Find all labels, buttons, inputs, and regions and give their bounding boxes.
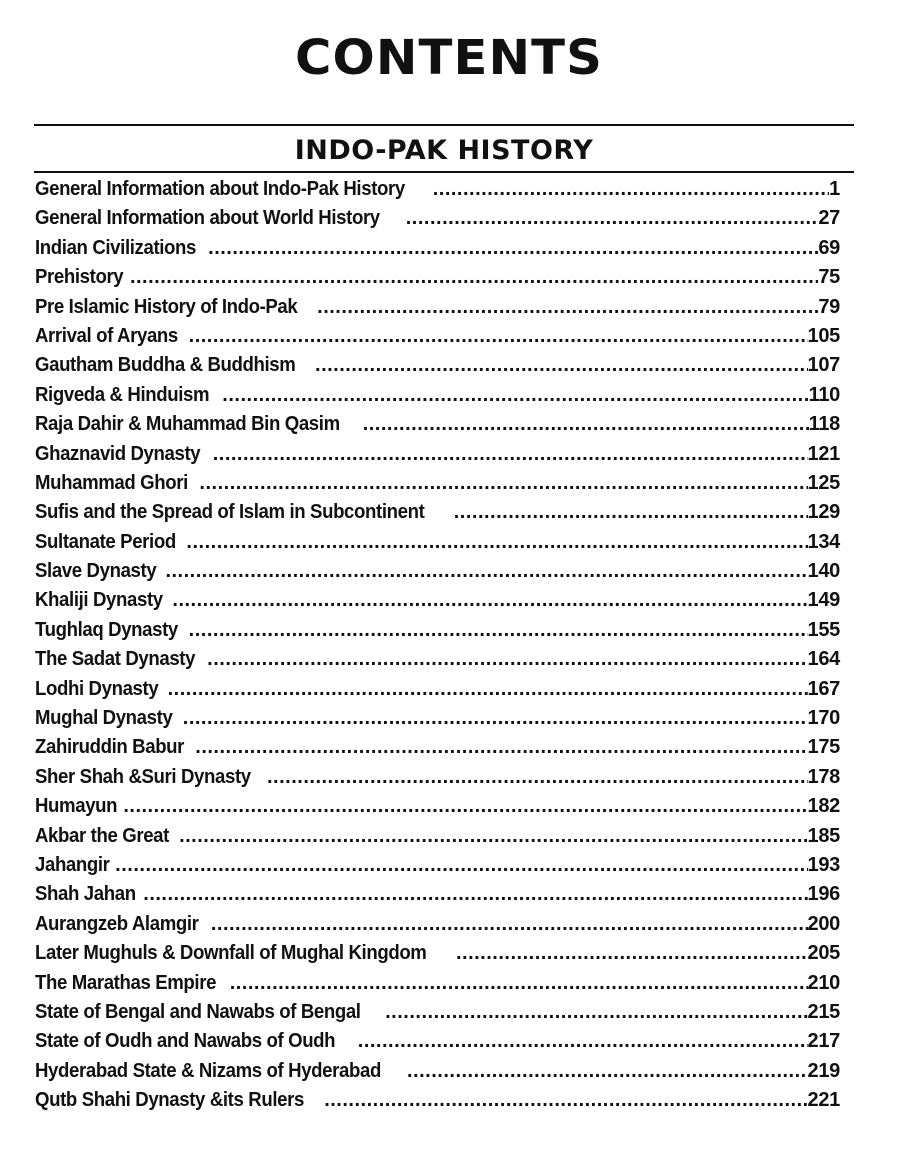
toc-entry [35,822,840,851]
toc-entry-title: Qutb Shahi Dynasty &its Rulers [35,1089,304,1112]
toc-entry-title: Mughal Dynasty [35,707,173,730]
toc-entry [35,440,840,469]
toc-entry-title: Lodhi Dynasty [35,677,159,700]
toc-entry-title: Later Mughuls & Downfall of Mughal Kingdom [35,942,427,965]
toc-entry-page: 118 [808,413,840,436]
toc-entry-title: General Information about Indo-Pak History [35,178,405,200]
toc-entry-page: 1 [829,178,840,200]
dot-leader [230,969,808,998]
toc-entry-page: 121 [807,442,840,465]
toc-entry-title: Zahiruddin Babur [35,736,185,759]
dot-leader [315,351,808,380]
toc-entry-title: Aurangzeb Alamgir [35,912,199,935]
toc-entry-page: 170 [807,707,840,730]
toc-entry-title: Tughlaq Dynasty [35,618,178,641]
toc-entry [35,351,840,380]
toc-entry-title: Rigveda & Hinduism [35,383,210,406]
dot-leader [195,733,807,762]
toc-entry [35,733,840,762]
dot-leader [208,234,818,263]
toc-entry-title: Sufis and the Spread of Islam in Subcontinent [35,501,425,524]
dot-leader [267,763,808,792]
toc-entry-title: Akbar the Great [35,824,169,847]
toc-entry [35,498,840,527]
toc-entry-page: 210 [807,971,840,994]
dot-leader [433,175,829,204]
dot-leader [199,469,807,498]
dot-leader [317,293,818,322]
toc-entry-page: 75 [818,266,840,289]
toc-entry-page: 79 [818,295,840,318]
toc-entry [35,469,840,498]
toc-entry-page: 215 [807,1000,840,1023]
toc-entry-title: Prehistory [35,266,124,289]
dot-leader [407,1057,808,1086]
toc-entry [35,792,840,821]
dot-leader [189,322,808,351]
dot-leader [385,998,807,1027]
page-title: CONTENTS [294,28,603,86]
toc-entry-title: General Information about World History [35,207,380,230]
dot-leader [172,586,807,615]
toc-entry-title: Raja Dahir & Muhammad Bin Qasim [35,413,340,436]
dot-leader [130,263,818,292]
toc-entry [35,175,840,204]
toc-entry [35,851,840,880]
toc-entry [35,293,840,322]
toc-entry-title: Hyderabad State & Nizams of Hyderabad [35,1059,381,1082]
toc-entry [35,645,840,674]
toc-entry-page: 182 [807,795,840,818]
toc-entry-title: The Marathas Empire [35,971,217,994]
toc-entry-page: 167 [807,677,840,700]
toc-entry-page: 125 [807,471,840,494]
toc-entry-page: 193 [807,853,840,876]
toc-entry [35,1027,840,1056]
dot-leader [123,792,807,821]
toc-entry-page: 107 [807,354,840,377]
dot-leader [363,410,809,439]
top-divider [34,124,854,126]
toc-entry-title: Shah Jahan [35,883,136,906]
toc-entry [35,1086,840,1115]
toc-entry-title: Khaliji Dynasty [35,589,163,612]
dot-leader [211,910,808,939]
dot-leader [324,1086,807,1115]
toc-entry-title: Sultanate Period [35,530,176,553]
toc-entry [35,322,840,351]
toc-entry-page: 200 [807,912,840,935]
dot-leader [222,381,808,410]
dot-leader [456,939,808,968]
toc-entry [35,234,840,263]
dot-leader [183,704,808,733]
toc-entry [35,586,840,615]
toc-entry-title: Ghaznavid Dynasty [35,442,201,465]
toc-entry-title: Jahangir [35,853,110,876]
dot-leader [207,645,807,674]
toc-entry-page: 185 [807,824,840,847]
toc-entry-page: 178 [807,765,840,788]
toc-entry [35,880,840,909]
dot-leader [179,822,807,851]
toc-entry [35,998,840,1027]
dot-leader [454,498,808,527]
toc-entry-page: 27 [818,207,840,230]
toc-entry-title: Humayun [35,795,118,818]
toc-entry-title: State of Oudh and Nawabs of Oudh [35,1030,336,1053]
toc-entry-page: 175 [807,736,840,759]
bottom-divider [34,171,854,173]
table-of-contents [35,175,840,1116]
toc-entry [35,557,840,586]
dot-leader [213,440,808,469]
toc-entry [35,204,840,233]
dot-leader [189,616,808,645]
toc-entry-page: 217 [807,1030,840,1053]
toc-entry-title: Gautham Buddha & Buddhism [35,354,296,377]
toc-entry-title: Arrival of Aryans [35,324,178,347]
toc-entry-page: 140 [807,560,840,583]
toc-entry [35,381,840,410]
toc-entry-page: 69 [818,236,840,259]
toc-entry-title: Sher Shah &Suri Dynasty [35,765,251,788]
toc-entry-page: 110 [808,383,840,406]
toc-entry-title: Indian Civilizations [35,236,197,259]
toc-entry [35,910,840,939]
toc-entry [35,969,840,998]
toc-entry [35,616,840,645]
toc-entry [35,763,840,792]
toc-entry [35,410,840,439]
dot-leader [168,675,808,704]
dot-leader [358,1027,808,1056]
toc-entry-title: Pre Islamic History of Indo-Pak [35,295,298,318]
dot-leader [406,204,819,233]
toc-entry-page: 219 [807,1059,840,1082]
dot-leader [115,851,807,880]
toc-entry-page: 164 [807,648,840,671]
dot-leader [186,528,807,557]
toc-entry-page: 105 [807,324,840,347]
toc-entry-page: 149 [807,589,840,612]
toc-entry-page: 155 [807,618,840,641]
toc-entry [35,528,840,557]
toc-entry-title: The Sadat Dynasty [35,648,196,671]
toc-entry-page: 129 [807,501,840,524]
toc-entry [35,263,840,292]
toc-entry-title: Muhammad Ghori [35,471,188,494]
toc-entry-page: 196 [807,883,840,906]
toc-entry-page: 221 [807,1089,840,1112]
dot-leader [143,880,807,909]
toc-entry-page: 205 [807,942,840,965]
toc-entry-page: 134 [807,530,840,553]
dot-leader [165,557,807,586]
toc-entry [35,939,840,968]
toc-entry [35,1057,840,1086]
toc-entry [35,704,840,733]
toc-entry [35,675,840,704]
section-heading: INDO-PAK HISTORY [294,135,594,166]
toc-entry-title: Slave Dynasty [35,560,157,583]
toc-entry-title: State of Bengal and Nawabs of Bengal [35,1000,361,1023]
